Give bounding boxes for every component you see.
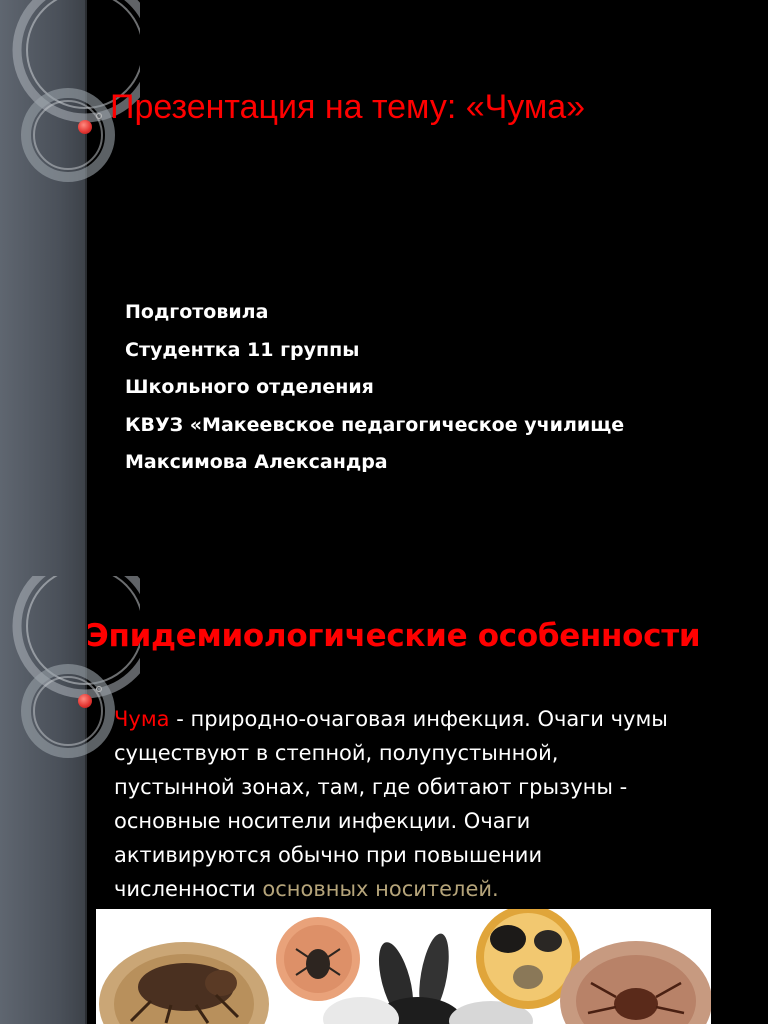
- credit-line: Максимова Александра: [125, 451, 388, 473]
- credit-line: Подготовила: [125, 301, 269, 323]
- description-text: - природно-очаговая инфекция. Очаги чумы существуют в степной, полупустынной, пустынной зонах, там, где обитают грызуны - основные носители инфекции. Очаги активируются обычно при повышении численности: [114, 707, 668, 901]
- author-credits: [125, 296, 624, 484]
- tick-image: [276, 917, 360, 1001]
- keyword-plague: Чума: [114, 707, 170, 731]
- slide-title: Эпидемиологические особенности: [86, 618, 701, 654]
- flea-image: [99, 942, 269, 1024]
- credit-line: Студентка 11 группы: [125, 338, 360, 361]
- credit-line: КВУЗ «Макеевское педагогическое училище: [125, 413, 625, 436]
- accent-ring: [96, 686, 102, 692]
- epidemiology-slide: [0, 576, 768, 1024]
- highlighted-carriers: основных носителей.: [262, 877, 499, 901]
- mite-image: [560, 941, 711, 1024]
- accent-dot: [78, 120, 92, 134]
- presentation-title: Презентация на тему: «Чума»: [110, 88, 586, 126]
- accent-ring: [96, 113, 102, 119]
- accent-dot: [78, 694, 92, 708]
- vectors-photo-strip: [96, 909, 711, 1024]
- plague-description: [114, 702, 674, 906]
- credit-line: Школьного отделения: [125, 376, 374, 398]
